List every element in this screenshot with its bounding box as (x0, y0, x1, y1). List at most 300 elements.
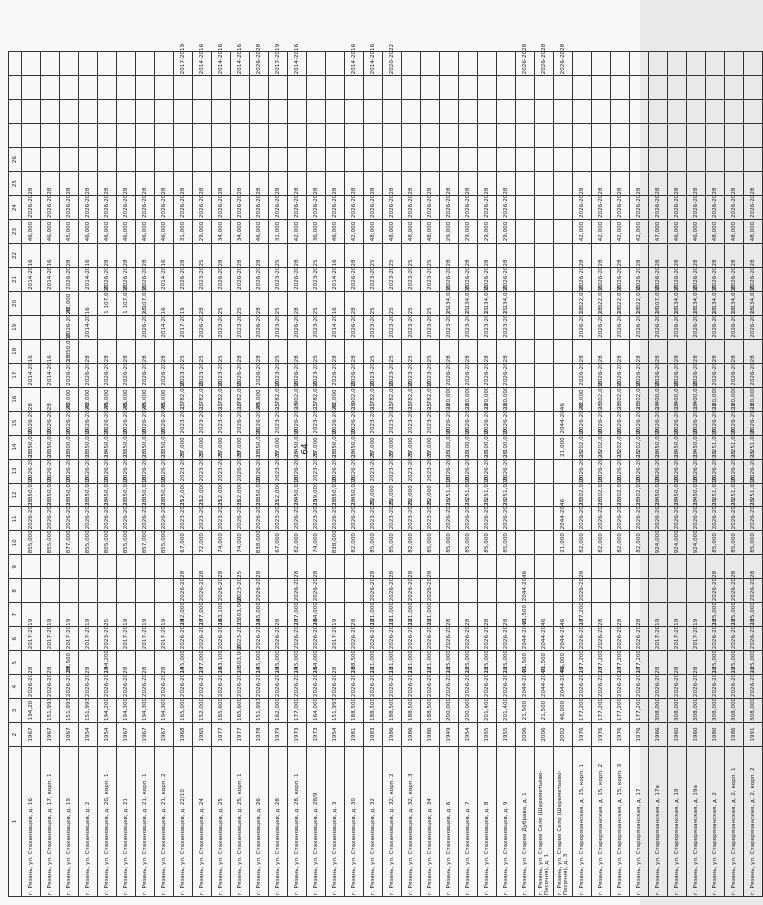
table-cell: 188,500 (345, 651, 364, 675)
table-cell: 1 450,000 (687, 483, 706, 507)
table-cell: 2026-2028 (288, 196, 307, 220)
table-cell (744, 124, 763, 148)
table-cell (269, 579, 288, 603)
table-cell (535, 220, 554, 244)
table-cell: 151,993 (41, 699, 60, 723)
table-cell (478, 100, 497, 124)
table-cell (364, 124, 383, 148)
table-cell: 2026-2028 (231, 675, 250, 699)
table-cell: 48,000 (706, 220, 725, 244)
table-row (136, 52, 155, 897)
table-cell: 1 450,000 (288, 483, 307, 507)
table-cell: 2026-2028 (611, 196, 630, 220)
table-cell: 46,000 (326, 220, 345, 244)
table-cell: 2026-2028 (592, 411, 611, 435)
table-cell: 2026-2028 (250, 315, 269, 339)
table-cell: 2026-2028 (193, 315, 212, 339)
table-cell (649, 124, 668, 148)
table-cell: 2026-2028 (60, 675, 79, 699)
table-cell: 2026-2028 (383, 196, 402, 220)
column-number-row (9, 52, 22, 897)
table-cell: 188,500 (383, 699, 402, 723)
table-cell: 34,000 (231, 220, 250, 244)
table-cell: 2026-2028 (687, 315, 706, 339)
table-cell: 1960 (687, 723, 706, 747)
table-cell: 2023-2025 (269, 267, 288, 291)
table-cell: 112,000 (174, 483, 193, 507)
table-cell (79, 579, 98, 603)
table-cell: 2023-2025 (193, 459, 212, 483)
table-cell: 120,000 (744, 387, 763, 411)
table-cell: 924,000 (687, 531, 706, 555)
address-cell: г. Рязань, ул. Стахановцев, д. 22/10 (174, 747, 193, 897)
table-cell: 1976 (611, 723, 630, 747)
table-cell: 2026-2028 (288, 411, 307, 435)
table-cell: 2026-2028 (117, 411, 136, 435)
table-cell: 1955 (497, 723, 516, 747)
column-number-cell: 2 (9, 723, 22, 747)
table-cell: 21,500 (535, 699, 554, 723)
table-cell: 1949 (440, 723, 459, 747)
table-cell (554, 172, 573, 196)
table-cell: 2026-2028 (687, 411, 706, 435)
table-cell: 121,000 (364, 603, 383, 627)
table-cell (592, 76, 611, 100)
table-cell: 46,000 (554, 699, 573, 723)
table-cell (269, 76, 288, 100)
table-cell (497, 52, 516, 76)
table-cell (41, 579, 60, 603)
table-cell: 2026-2028 (744, 507, 763, 531)
table-cell: 2026-2028 (478, 196, 497, 220)
table-cell: 46,000 (668, 220, 687, 244)
table-cell (288, 124, 307, 148)
table-row (440, 52, 459, 897)
table-cell (649, 100, 668, 124)
table-cell: 1954 (326, 723, 345, 747)
table-cell: 2014-2016 (22, 363, 41, 387)
table-cell: 1 107,000 (98, 291, 117, 315)
table-cell (402, 100, 421, 124)
table-cell: 2026-2028 (60, 267, 79, 291)
table-cell (668, 100, 687, 124)
table-cell (79, 555, 98, 579)
page-number: 64 (300, 443, 311, 455)
table-cell (212, 124, 231, 148)
table-cell: 2026-2028 (744, 411, 763, 435)
table-cell: 145,000 (288, 651, 307, 675)
table-cell: 1 107,000 (649, 291, 668, 315)
table-cell: 200,000 (459, 699, 478, 723)
table-cell: 1954 (79, 723, 98, 747)
table-cell (459, 124, 478, 148)
table-cell: 82,000 (592, 531, 611, 555)
address-cell: г. Рязань, ул. Стахановцев, д. 28, корп. 1 (288, 747, 307, 897)
table-cell (668, 148, 687, 172)
table-cell (516, 459, 535, 483)
table-cell (535, 172, 554, 196)
table-cell: 1 350,000 (250, 435, 269, 459)
table-cell (516, 507, 535, 531)
table-cell: 194,300 (155, 699, 174, 723)
table-cell: 42,000 (630, 220, 649, 244)
table-cell: 21,500 (516, 699, 535, 723)
table-cell (60, 100, 79, 124)
table-cell: 34,000 (212, 220, 231, 244)
table-cell (478, 76, 497, 100)
table-cell: 2017-2019 (687, 627, 706, 651)
table-cell (60, 124, 79, 148)
table-cell (22, 100, 41, 124)
table-cell: 2026-2028 (345, 315, 364, 339)
column-number-cell: 8 (9, 579, 22, 603)
table-cell (98, 100, 117, 124)
table-cell: 2026-2028 (649, 459, 668, 483)
table-cell: 1 251,000 (440, 483, 459, 507)
table-cell: 42,000 (60, 291, 79, 315)
table-cell: 2026-2028 (212, 579, 231, 603)
table-cell: 1 450,000 (98, 483, 117, 507)
table-cell (554, 315, 573, 339)
table-cell: 2017-2019 (60, 627, 79, 651)
table-cell (554, 124, 573, 148)
column-number-cell: 7 (9, 603, 22, 627)
table-cell: 125,000 (725, 603, 744, 627)
table-cell: 2026-2028 (345, 459, 364, 483)
table-cell: 2026-2028 (744, 315, 763, 339)
table-cell: 2023-2025 (174, 411, 193, 435)
table-cell (516, 196, 535, 220)
table-cell: 37,000 (193, 435, 212, 459)
table-cell (535, 291, 554, 315)
table-cell: 2014-2016 (155, 267, 174, 291)
table-cell: 2044-2046 (516, 627, 535, 651)
table-cell: 2026-2028 (668, 363, 687, 387)
table-cell: 838,000 (250, 531, 269, 555)
table-cell: 1986 (725, 723, 744, 747)
table-cell: 2026-2028 (459, 363, 478, 387)
column-number-cell: 9 (9, 555, 22, 579)
table-cell: 1965 (193, 723, 212, 747)
table-cell: 1,782,000 (421, 387, 440, 411)
table-cell (516, 363, 535, 387)
table-cell: 1 100,000 (478, 435, 497, 459)
table-cell: 85,000 (744, 531, 763, 555)
table-row (725, 52, 744, 897)
column-number-cell: 10 (9, 531, 22, 555)
table-cell (41, 52, 60, 76)
table-cell: 2026-2028 (345, 627, 364, 651)
table-cell: 2026-2028 (459, 411, 478, 435)
table-cell (155, 100, 174, 124)
table-cell: 1 302,000 (630, 483, 649, 507)
table-cell (706, 124, 725, 148)
table-cell: 2026-2028 (725, 315, 744, 339)
column-number-cell (9, 124, 22, 148)
table-cell: 2026-2028 (497, 196, 516, 220)
table-cell (326, 555, 345, 579)
table-cell: 1 134,000 (725, 291, 744, 315)
table-cell (706, 76, 725, 100)
table-cell (421, 76, 440, 100)
table-cell: 2023-2025 (269, 507, 288, 531)
table-cell: 1 202,000 (573, 435, 592, 459)
table-cell: 2026-2028 (250, 627, 269, 651)
table-cell: 2026-2028 (687, 267, 706, 291)
table-row (212, 52, 231, 897)
table-cell: 1 350,000 (250, 483, 269, 507)
table-cell (117, 315, 136, 339)
table-cell (478, 148, 497, 172)
table-cell (136, 124, 155, 148)
table-cell: 2023-2025 (98, 627, 117, 651)
table-cell: 29,000 (459, 220, 478, 244)
table-cell: 2026-2028 (573, 627, 592, 651)
table-cell: 1 100,000 (459, 435, 478, 459)
table-cell: 37,000 (421, 435, 440, 459)
table-cell (516, 387, 535, 411)
table-cell: 1 902,000 (345, 387, 364, 411)
table-cell: 163,100 (212, 651, 231, 675)
table-cell (136, 555, 155, 579)
table-cell: 2044-2046 (516, 579, 535, 603)
table-cell: 42,000 (288, 220, 307, 244)
table-cell: 120,000 (478, 387, 497, 411)
table-cell: 1 503,000 (231, 651, 250, 675)
table-cell: 855,000 (117, 531, 136, 555)
table-cell: 21,000 (554, 435, 573, 459)
table-cell: 2026-2028 (117, 675, 136, 699)
table-cell: 1976 (592, 723, 611, 747)
table-cell (497, 579, 516, 603)
table-row (41, 52, 60, 897)
table-cell (22, 579, 41, 603)
table-cell (516, 531, 535, 555)
table-cell: 1 100,000 (497, 435, 516, 459)
table-cell: 2023-2025 (421, 267, 440, 291)
table-cell: 194,200 (98, 651, 117, 675)
address-cell: г. Рязань, ул. Старое Дубрава, д. 1 (516, 747, 535, 897)
table-cell: 145,000 (250, 651, 269, 675)
table-cell (573, 100, 592, 124)
table-cell (383, 148, 402, 172)
table-cell: 121,000 (383, 603, 402, 627)
table-cell: 2026-2028 (592, 459, 611, 483)
table-cell: 2026-2028 (307, 627, 326, 651)
table-cell (402, 124, 421, 148)
table-cell: 1967 (41, 723, 60, 747)
table-cell (706, 148, 725, 172)
table-cell (231, 124, 250, 148)
table-cell (174, 148, 193, 172)
table-cell: 2026-2028 (706, 196, 725, 220)
table-cell: 2017-2019 (174, 315, 193, 339)
table-cell (535, 435, 554, 459)
table-cell (516, 148, 535, 172)
table-cell: 2006 (516, 723, 535, 747)
table-cell: 1 350,000 (22, 435, 41, 459)
table-cell: 1 251,000 (497, 483, 516, 507)
table-cell: 2023-2025 (364, 267, 383, 291)
table-cell: 177,200 (630, 699, 649, 723)
table-cell: 85,000 (459, 531, 478, 555)
table-cell: 2026-2028 (250, 675, 269, 699)
table-cell: 139,000 (307, 483, 326, 507)
table-cell (630, 100, 649, 124)
table-cell (231, 76, 250, 100)
column-number-cell (9, 100, 22, 124)
table-cell: 1 322,000 (573, 291, 592, 315)
table-cell (535, 363, 554, 387)
table-cell (592, 148, 611, 172)
table-cell: 1983 (364, 723, 383, 747)
table-cell (744, 52, 763, 76)
table-cell: 120,000 (459, 387, 478, 411)
table-cell: 2026-2028 (174, 627, 193, 651)
table-cell: 125,000 (744, 603, 763, 627)
table-cell: 188,500 (421, 699, 440, 723)
table-cell (592, 100, 611, 124)
table-cell: 2023-2025 (364, 315, 383, 339)
table-cell (79, 76, 98, 100)
table-cell: 2023-2025 (459, 315, 478, 339)
table-cell: 2014-2016 (41, 267, 60, 291)
table-cell: 2026-2028 (41, 196, 60, 220)
table-cell (687, 100, 706, 124)
table-cell: 29,000 (497, 220, 516, 244)
table-cell: 194,200 (98, 699, 117, 723)
table-row (744, 52, 763, 897)
table-cell (725, 100, 744, 124)
column-number-cell: 24 (9, 196, 22, 220)
table-row (459, 52, 478, 897)
table-cell (364, 100, 383, 124)
table-cell: 2026-2028 (288, 363, 307, 387)
table-cell (98, 52, 117, 76)
table-cell: 2026-2028 (288, 579, 307, 603)
table-cell: 1 202,000 (592, 435, 611, 459)
table-cell: 2026-2028 (744, 627, 763, 651)
table-cell: 2026-2028 (212, 675, 231, 699)
table-cell: 2023-2025 (402, 507, 421, 531)
table-cell (687, 52, 706, 76)
table-cell (668, 76, 687, 100)
table-cell: 2026-2028 (611, 459, 630, 483)
table-row (231, 52, 250, 897)
table-cell: 2026-2028 (326, 675, 345, 699)
table-cell: 2026-2028 (706, 315, 725, 339)
table-cell (535, 579, 554, 603)
table-cell: 21,500 (535, 651, 554, 675)
table-cell: 1,782,000 (307, 387, 326, 411)
table-cell: 2026-2028 (402, 579, 421, 603)
table-cell: 48,000 (725, 220, 744, 244)
table-cell (155, 124, 174, 148)
table-cell (250, 148, 269, 172)
table-cell: 85,000 (440, 531, 459, 555)
table-cell: 1977 (212, 723, 231, 747)
table-cell: 2026-2028 (307, 579, 326, 603)
address-cell: г. Рязань, ул. Стахановцев, д. 8 (478, 747, 497, 897)
table-cell: 46,000 (117, 220, 136, 244)
table-cell: 2026-2028 (516, 52, 535, 76)
table-cell: 2026-2028 (497, 363, 516, 387)
table-cell (117, 100, 136, 124)
table-cell: 2026-2028 (497, 675, 516, 699)
table-cell: 2026-2028 (421, 675, 440, 699)
table-cell: 2026-2028 (535, 52, 554, 76)
table-cell: 2026-2028 (668, 315, 687, 339)
table-cell (497, 555, 516, 579)
table-cell: 177,200 (592, 699, 611, 723)
table-cell: 1 134,000 (497, 291, 516, 315)
table-cell: 1 350,000 (79, 435, 98, 459)
table-cell (725, 76, 744, 100)
table-cell: 46,000 (79, 220, 98, 244)
table-cell: 29,000 (193, 220, 212, 244)
table-cell: 48,000 (421, 220, 440, 244)
table-cell (193, 124, 212, 148)
table-cell: 2026-2028 (117, 363, 136, 387)
table-cell (630, 555, 649, 579)
table-cell: 2017-2019 (326, 627, 345, 651)
column-number-cell: 16 (9, 387, 22, 411)
table-cell: 2026-2028 (440, 411, 459, 435)
table-cell (478, 124, 497, 148)
table-cell: 1967 (60, 723, 79, 747)
table-cell: 145,000 (269, 651, 288, 675)
table-cell: 2026-2028 (22, 196, 41, 220)
table-cell (79, 52, 98, 76)
table-cell: 2026-2028 (744, 459, 763, 483)
table-cell: 2026-2028 (231, 459, 250, 483)
address-cell: г. Рязань, ул. Стахановцев, д. 21, корп. 1 (136, 747, 155, 897)
table-cell: 67,000 (174, 531, 193, 555)
table-row (364, 52, 383, 897)
address-cell: г. Рязань, ул. Стахановцев, д. 32 (364, 747, 383, 897)
table-cell: 2026-2028 (687, 507, 706, 531)
table-cell: 2026-2028 (98, 507, 117, 531)
table-cell: 21,500 (516, 603, 535, 627)
table-cell (668, 555, 687, 579)
table-cell: 2026-2028 (250, 507, 269, 531)
table-cell: 2017-2019 (649, 627, 668, 651)
table-cell: 2026-2028 (478, 363, 497, 387)
table-cell: 85,000 (421, 531, 440, 555)
table-cell: 1 350,000 (155, 483, 174, 507)
table-cell: 85,000 (478, 531, 497, 555)
table-cell: 82,000 (573, 531, 592, 555)
table-cell: 45,000 (60, 220, 79, 244)
table-cell: 121,000 (402, 603, 421, 627)
table-cell (706, 100, 725, 124)
table-cell: 2023-2025 (383, 315, 402, 339)
table-cell: 45,000 (117, 387, 136, 411)
table-cell: 2023-2025 (307, 315, 326, 339)
table-cell (554, 579, 573, 603)
table-cell: 2026-2028 (155, 363, 174, 387)
table-cell (592, 124, 611, 148)
table-cell: 163,100 (212, 603, 231, 627)
table-cell (535, 148, 554, 172)
address-cell: г. Рязань, ул. Стахановцев, д. 32, корп. 2 (383, 747, 402, 897)
table-cell (41, 100, 60, 124)
table-cell: 1986 (402, 723, 421, 747)
table-cell: 1 302,000 (611, 387, 630, 411)
table-cell (649, 579, 668, 603)
table-cell: 85,000 (725, 531, 744, 555)
table-cell: 2026-2028 (79, 507, 98, 531)
